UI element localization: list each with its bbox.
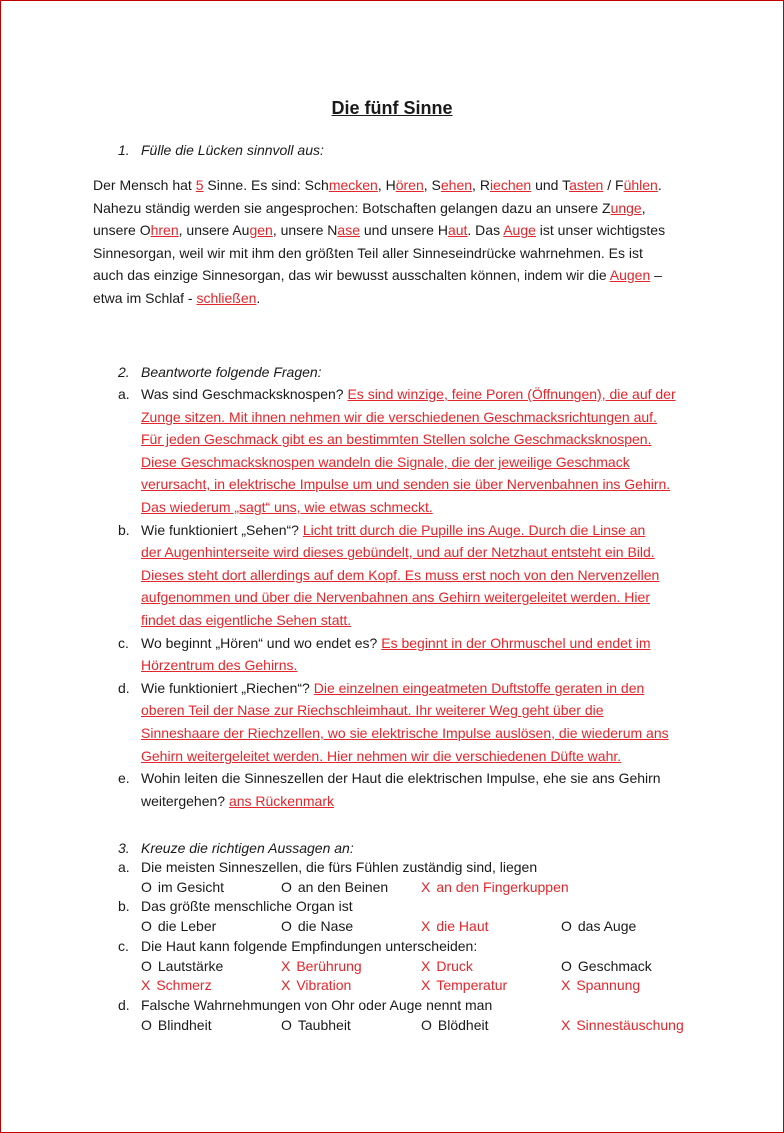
prompt-text: weitergehen?	[141, 793, 229, 809]
answer-text: unge	[610, 200, 642, 216]
prompt-text: auch das einzige Sinnesorgan, das wir bewusst ausschalten können, indem wir die	[93, 267, 610, 283]
answer-text: Es sind winzige, feine Poren (Öffnungen), die auf der	[347, 386, 676, 402]
page-title: Die fünf Sinne	[331, 98, 453, 118]
answer-text: findet das eigentliche Sehen statt.	[141, 612, 352, 628]
answer-option[interactable]	[281, 877, 388, 897]
answer-option[interactable]	[281, 916, 353, 936]
prompt-text: . Das	[467, 222, 504, 238]
option-label: im Gesicht	[157, 879, 225, 895]
answer-option[interactable]	[561, 1015, 684, 1035]
prompt-text: , H	[377, 177, 396, 193]
question-label: c.	[118, 938, 129, 954]
option-label: Vibration	[296, 977, 352, 993]
paragraph-line	[93, 243, 643, 263]
answer-option[interactable]	[281, 956, 362, 976]
answer-text: ühlen	[623, 177, 658, 193]
option-label: Temperatur	[436, 977, 508, 993]
prompt-text: Was sind Geschmacksknospen?	[141, 386, 348, 402]
question-line	[141, 791, 334, 811]
option-label: die Leber	[157, 918, 217, 934]
unchecked-mark: O	[141, 918, 152, 934]
answer-text: 5	[195, 177, 204, 193]
option-label: Blindheit	[157, 1017, 212, 1033]
answer-option[interactable]	[561, 916, 636, 936]
answer-text: ören	[395, 177, 424, 193]
unchecked-mark: O	[281, 918, 292, 934]
answer-text: aufgenommen und über die Nervenbahnen ans Gehirn weitergeleitet werden. Hier	[141, 589, 650, 605]
question-line	[141, 452, 630, 472]
option-label: Taubheit	[297, 1017, 351, 1033]
answer-option[interactable]	[421, 916, 489, 936]
section2-heading: Beantworte folgende Fragen:	[141, 364, 322, 380]
answer-option[interactable]	[141, 956, 223, 976]
answer-option[interactable]	[141, 877, 224, 897]
answer-text: hren	[150, 222, 179, 238]
answer-text: iechen	[489, 177, 532, 193]
prompt-text: .	[657, 177, 662, 193]
answer-text: Das wiederum „sagt“ uns, wie etwas schmeckt.	[141, 499, 433, 515]
checked-mark: X	[421, 879, 431, 895]
answer-text: asten	[569, 177, 604, 193]
question-label: d.	[118, 997, 130, 1013]
answer-text: gen	[249, 222, 273, 238]
question-line	[141, 655, 297, 675]
option-label: Berührung	[296, 958, 362, 974]
question-label: b.	[118, 898, 130, 914]
prompt-text: Sinne. Es sind: Sch	[203, 177, 329, 193]
answer-option[interactable]	[141, 1015, 212, 1035]
question-label: a.	[118, 386, 130, 402]
section3-heading: Kreuze die richtigen Aussagen an:	[141, 840, 354, 856]
paragraph-line	[93, 288, 260, 308]
option-label: an den Beinen	[297, 879, 389, 895]
prompt-text: Wie funktioniert „Sehen“?	[141, 522, 303, 538]
answer-text: der Augenhinterseite wird dieses gebündelt, und auf der Netzhaut entsteht ein Bild.	[141, 544, 655, 560]
answer-option[interactable]	[561, 956, 652, 976]
answer-text: Hörzentrum des Gehirns.	[141, 657, 298, 673]
option-label: Druck	[436, 958, 473, 974]
section2-number: 2.	[118, 364, 130, 380]
question-line	[141, 768, 661, 788]
checked-mark: X	[281, 958, 291, 974]
checked-mark: X	[281, 977, 291, 993]
prompt-text: ,	[641, 200, 646, 216]
answer-option[interactable]	[141, 916, 216, 936]
prompt-text: unsere O	[93, 222, 151, 238]
paragraph-line	[93, 220, 665, 240]
prompt-text: / F	[603, 177, 624, 193]
question-line	[141, 429, 651, 449]
answer-option[interactable]	[421, 877, 569, 897]
answer-option[interactable]	[141, 975, 212, 995]
option-label: das Auge	[577, 918, 637, 934]
answer-text: Die einzelnen eingeatmeten Duftstoffe geraten in den	[313, 680, 645, 696]
unchecked-mark: O	[141, 1017, 152, 1033]
question-text: Die meisten Sinneszellen, die fürs Fühlen zuständig sind, liegen	[141, 859, 538, 875]
question-line	[141, 407, 657, 427]
section1-number: 1.	[118, 142, 130, 158]
section1-heading: Fülle die Lücken sinnvoll aus:	[141, 142, 324, 158]
question-line	[141, 497, 433, 517]
question-label: c.	[118, 635, 129, 651]
prompt-text: Sinnesorgan, weil wir mit ihm den größten Teil aller Sinneseindrücke wahrnehmen. Es ist	[93, 245, 643, 261]
answer-text: ase	[337, 222, 360, 238]
section3-number: 3.	[118, 840, 130, 856]
option-label: die Haut	[436, 918, 489, 934]
question-line	[141, 474, 670, 494]
answer-text: Licht tritt durch die Pupille ins Auge. Durch die Linse an	[302, 522, 646, 538]
answer-text: Es beginnt in der Ohrmuschel und endet im	[381, 635, 651, 651]
question-text: Die Haut kann folgende Empfindungen unterscheiden:	[141, 938, 478, 954]
question-label: b.	[118, 522, 130, 538]
answer-text: Diese Geschmacksknospen wandeln die Signale, die der jeweilige Geschmack	[141, 454, 630, 470]
option-label: Sinnestäuschung	[576, 1017, 684, 1033]
question-line	[141, 587, 650, 607]
option-label: Spannung	[576, 977, 641, 993]
answer-option[interactable]	[281, 975, 351, 995]
answer-text: aut	[447, 222, 468, 238]
answer-option[interactable]	[281, 1015, 351, 1035]
paragraph-line	[93, 265, 662, 285]
checked-mark: X	[421, 977, 431, 993]
prompt-text: –	[650, 267, 662, 283]
prompt-text: ist unser wichtigstes	[535, 222, 666, 238]
question-line	[141, 520, 645, 540]
answer-text: ehen	[440, 177, 473, 193]
prompt-text: Der Mensch hat	[93, 177, 196, 193]
prompt-text: .	[256, 290, 261, 306]
prompt-text: und T	[531, 177, 570, 193]
prompt-text: Nahezu ständig werden sie angesprochen: Botschaften gelangen dazu an unsere Z	[93, 200, 611, 216]
question-line	[141, 565, 659, 585]
paragraph-line	[93, 175, 662, 195]
answer-option[interactable]	[421, 1015, 488, 1035]
prompt-text: Wo beginnt „Hören“ und wo endet es?	[141, 635, 382, 651]
checked-mark: X	[561, 1017, 571, 1033]
question-line	[141, 723, 669, 743]
checked-mark: X	[421, 918, 431, 934]
answer-text: schließen	[196, 290, 257, 306]
answer-option[interactable]	[421, 975, 507, 995]
prompt-text: , S	[423, 177, 441, 193]
option-label: Geschmack	[577, 958, 652, 974]
option-label: an den Fingerkuppen	[436, 879, 569, 895]
prompt-text: und unsere H	[359, 222, 448, 238]
unchecked-mark: O	[561, 918, 572, 934]
unchecked-mark: O	[421, 1017, 432, 1033]
question-line	[141, 746, 621, 766]
option-label: Blödheit	[437, 1017, 489, 1033]
answer-text: verursacht, in elektrische Impulse um und senden sie über Nervenbahnen ins Gehirn.	[141, 476, 671, 492]
unchecked-mark: O	[281, 879, 292, 895]
option-label: Schmerz	[156, 977, 212, 993]
prompt-text: , unsere N	[272, 222, 338, 238]
question-label: e.	[118, 770, 130, 786]
question-text: Das größte menschliche Organ ist	[141, 898, 353, 914]
question-line	[141, 610, 351, 630]
answer-option[interactable]	[561, 975, 640, 995]
question-line	[141, 678, 644, 698]
prompt-text: Wohin leiten die Sinneszellen der Haut die elektrischen Impulse, ehe sie ans Gehirn	[141, 770, 661, 786]
paragraph-line	[93, 198, 646, 218]
answer-text: Sinneshaare der Riechzellen, wo sie elektrische Impulse auslösen, die wiederum ans	[141, 725, 669, 741]
answer-text: Gehirn weitergeleitet werden. Hier nehmen wir die verschiedenen Düfte wahr.	[141, 748, 622, 764]
answer-text: Für jeden Geschmack gibt es an bestimmten Stellen solche Geschmacksknospen.	[141, 431, 652, 447]
prompt-text: etwa im Schlaf -	[93, 290, 197, 306]
question-line	[141, 633, 651, 653]
checked-mark: X	[141, 977, 151, 993]
unchecked-mark: O	[141, 879, 152, 895]
prompt-text: , unsere Au	[178, 222, 250, 238]
question-label: a.	[118, 859, 130, 875]
prompt-text: , R	[472, 177, 490, 193]
unchecked-mark: O	[281, 1017, 292, 1033]
answer-text: Auge	[503, 222, 536, 238]
answer-text: mecken	[328, 177, 378, 193]
answer-text: oberen Teil der Nase zur Riechschleimhaut. Ihr weiterer Weg geht über die	[141, 702, 604, 718]
unchecked-mark: O	[561, 958, 572, 974]
answer-text: Dieses steht dort allerdings auf dem Kopf. Es muss erst noch von den Nervenzellen	[141, 567, 660, 583]
question-label: d.	[118, 680, 130, 696]
question-line	[141, 700, 604, 720]
prompt-text: Wie funktioniert „Riechen“?	[141, 680, 314, 696]
question-line	[141, 542, 655, 562]
checked-mark: X	[421, 958, 431, 974]
question-line	[141, 384, 676, 404]
question-text: Falsche Wahrnehmungen von Ohr oder Auge nennt man	[141, 997, 493, 1013]
checked-mark: X	[561, 977, 571, 993]
answer-text: Zunge sitzen. Mit ihnen nehmen wir die verschiedenen Geschmacksrichtungen auf.	[141, 409, 657, 425]
option-label: die Nase	[297, 918, 354, 934]
option-label: Lautstärke	[157, 958, 224, 974]
answer-option[interactable]	[421, 956, 473, 976]
unchecked-mark: O	[141, 958, 152, 974]
answer-text: Augen	[609, 267, 651, 283]
answer-text: ans Rückenmark	[228, 793, 334, 809]
